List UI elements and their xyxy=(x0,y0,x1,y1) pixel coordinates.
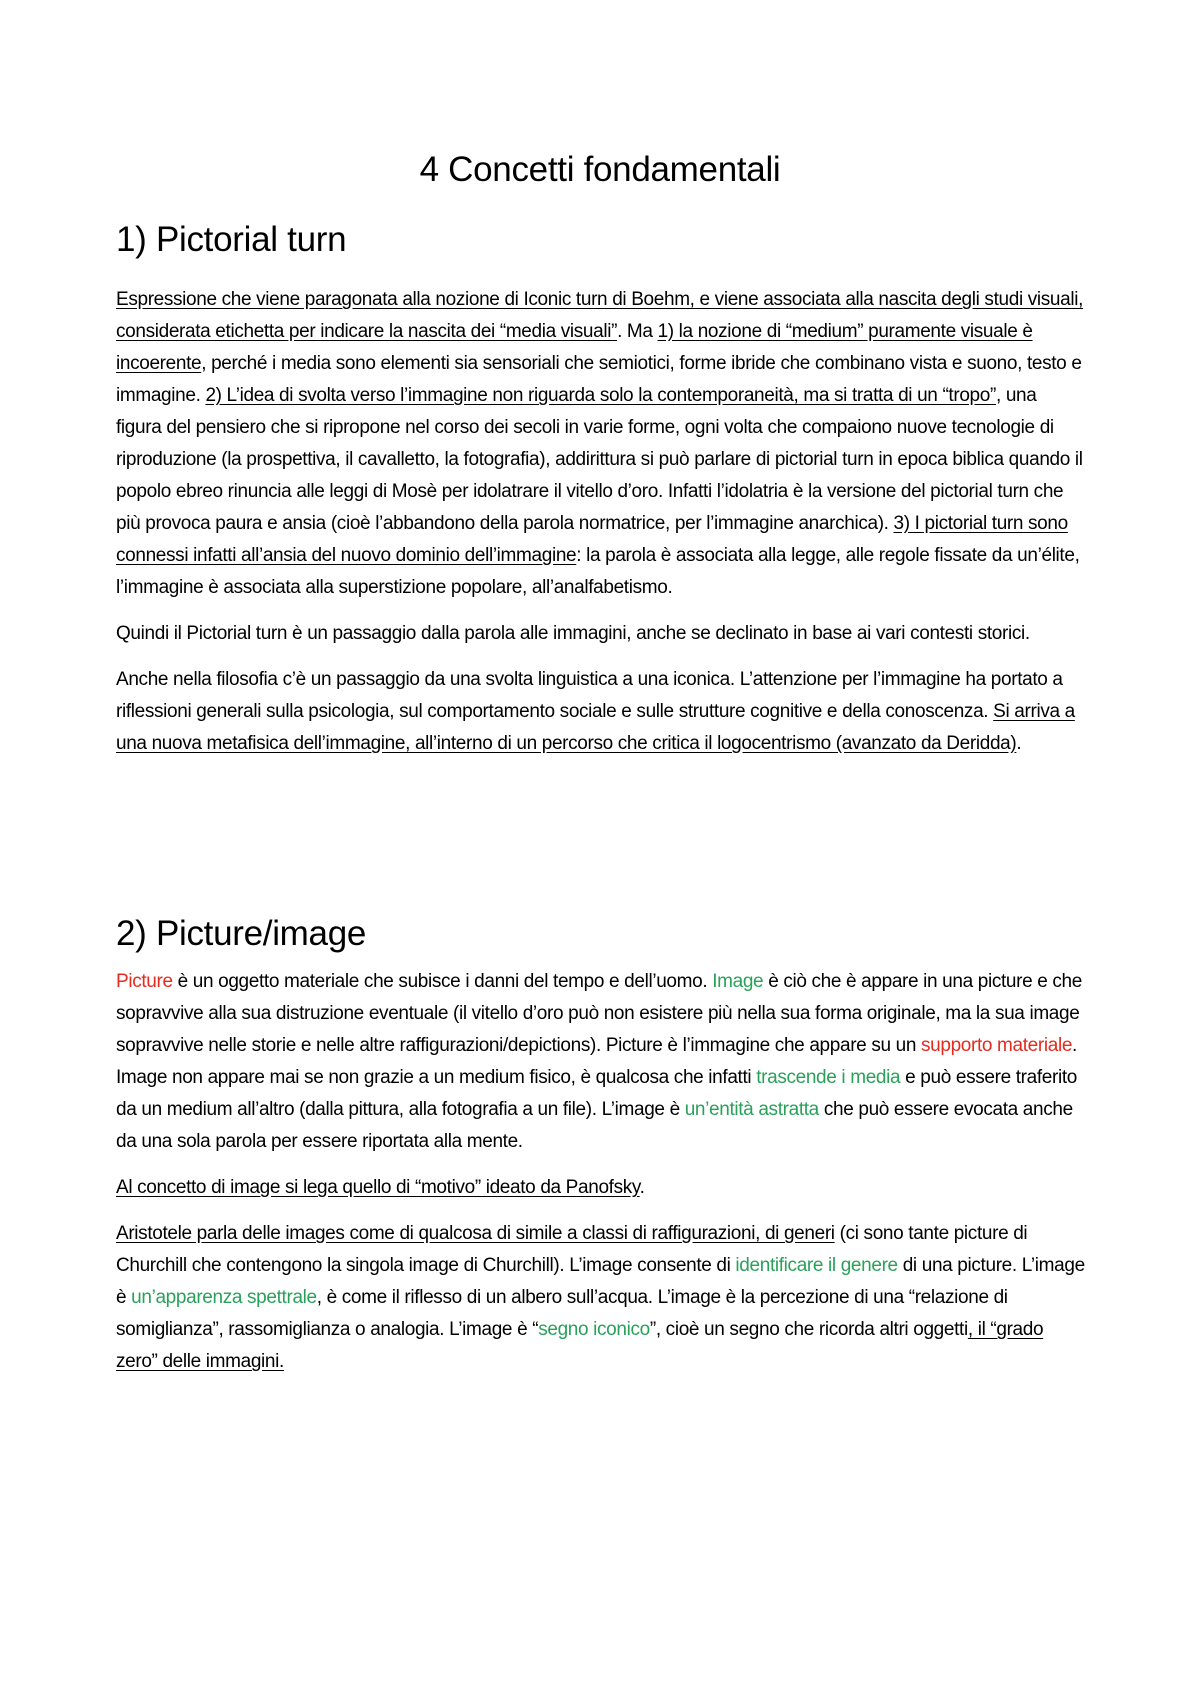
text-run: , è come il riflesso di un albero sull’acqua. L’image è la percezione di una “relazione di somiglianza”, rassomiglianza o analogia. L’image è “ xyxy=(116,1287,1008,1340)
underlined-text: Si arriva a una nuova metafisica dell’immagine, all’interno di un percorso che critica il logocentrismo (avanzato da Deridda) xyxy=(116,701,1075,754)
text-run: . Ma xyxy=(617,321,658,342)
text-run: Anche nella filosofia c’è un passaggio da una svolta linguistica a una iconica. L’attenzione per l’immagine ha portato a riflessioni generali sulla psicologia, sul comportamento sociale e sulle strutture cognitive e della conoscenza. xyxy=(116,669,1063,722)
text-run: e può essere traferito da un medium all’altro (dalla pittura, alla fotografia a un file). L’image è xyxy=(116,1067,1078,1120)
section-heading-picture-image: 2) Picture/image xyxy=(116,914,367,953)
highlight-red: supporto materiale xyxy=(920,1035,1073,1056)
underlined-text: Espressione che viene paragonata alla nozione di Iconic turn di Boehm, e viene associata alla nascita degli studi visuali, considerata etichetta per indicare la nascita dei “media visuali” xyxy=(116,289,1084,342)
text-run: . Image non appare mai se non grazie a un medium fisico, è qualcosa che infatti xyxy=(116,1035,1077,1088)
text-run: ”, cioè un segno che ricorda altri oggetti xyxy=(649,1319,968,1340)
text-run: , perché i media sono elementi sia sensoriali che semiotici, forme ibride che combinano vista e suono, testo e immagine. xyxy=(116,353,1082,406)
page-title: 4 Concetti fondamentali xyxy=(419,150,781,189)
paragraph: Quindi il Pictorial turn è un passaggio dalla parola alle immagini, anche se declinato in base ai vari contesti storici. xyxy=(116,623,1030,644)
underlined-text: Al concetto di image si lega quello di “motivo” ideato da Panofsky xyxy=(116,1177,640,1198)
underlined-text: 2) L’idea di svolta verso l’immagine non riguarda solo la contemporaneità, ma si tratta di un “tropo” xyxy=(205,385,996,406)
section-heading-pictorial-turn: 1) Pictorial turn xyxy=(116,220,347,259)
highlight-green: identificare il genere xyxy=(735,1255,898,1276)
text-run: . xyxy=(1016,733,1022,754)
highlight-green: segno iconico xyxy=(538,1319,650,1340)
section-body-pictorial-turn xyxy=(116,284,1086,760)
highlight-green: trascende i media xyxy=(756,1067,901,1088)
text-run: è ciò che è appare in una picture e che sopravvive alla sua distruzione eventuale (il vitello d’oro può non esistere più nella sua forma originale, ma la sua image sopravvive nelle storie e nelle altre raffigurazioni/depictions). Picture è l’immagine che appare su un xyxy=(116,971,1082,1056)
underlined-text: , il “grado zero” delle immagini. xyxy=(116,1319,1044,1372)
section-body-picture-image xyxy=(116,966,1086,1378)
underlined-text: 1) la nozione di “medium” puramente visuale è incoerente xyxy=(116,321,1033,374)
highlight-green: Image xyxy=(712,971,764,992)
text-run: (ci sono tante picture di Churchill che contengono la singola image di Churchill). L’image consente di xyxy=(116,1223,1028,1276)
paragraph xyxy=(116,284,1086,604)
highlight-red: Picture xyxy=(116,971,173,992)
underlined-text: 3) I pictorial turn sono connessi infatti all’ansia del nuovo dominio dell’immagine xyxy=(116,513,1068,566)
text-run: , una figura del pensiero che si ripropone nel corso dei secoli in varie forme, ogni volta che compaiono nuove tecnologie di riproduzione (la prospettiva, il cavalletto, la fotografia), addirittura si può parlare di pictorial turn in epoca biblica quando il popolo ebreo rinuncia alle leggi di Mosè per idolatrare il vitello d’oro. Infatti l’idolatria è la versione del pictorial turn che più provoca paura e ansia (cioè l’abbandono della parola normatrice, per l’immagine anarchica). xyxy=(116,385,1083,534)
paragraph xyxy=(116,1172,1086,1204)
highlight-green: un’entità astratta xyxy=(684,1099,819,1120)
text-run: . xyxy=(639,1177,645,1198)
highlight-green: un’apparenza spettrale xyxy=(131,1287,317,1308)
text-run: è un oggetto materiale che subisce i danni del tempo e dell’uomo. xyxy=(172,971,713,992)
underlined-text: Aristotele parla delle images come di qualcosa di simile a classi di raffigurazioni, di generi xyxy=(116,1223,835,1244)
paragraph xyxy=(116,966,1086,1158)
paragraph xyxy=(116,1218,1086,1378)
text-run: di una picture. L’image è xyxy=(116,1255,1085,1308)
text-run: che può essere evocata anche da una sola parola per essere riportata alla mente. xyxy=(116,1099,1073,1152)
text-run: : la parola è associata alla legge, alle regole fissate da un’élite, l’immagine è associata alla superstizione popolare, all’analfabetismo. xyxy=(116,545,1080,598)
paragraph xyxy=(116,664,1086,760)
